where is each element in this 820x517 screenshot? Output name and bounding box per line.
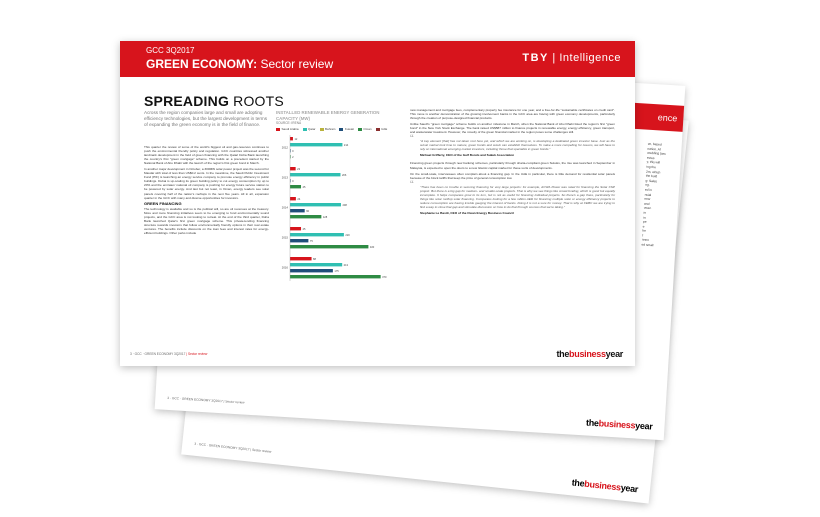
back-page-text-line: e bbox=[642, 224, 645, 229]
back-page-text-line: wedding (sec bbox=[647, 150, 667, 157]
legend-label: Saudi Arabia bbox=[281, 127, 299, 131]
bar bbox=[290, 137, 293, 140]
pull-quote-1: “ "A key element [that] has not taken root here yet, and which we are working on, is developing a dedicated green investor base. Just as the sukuk market took time to mature, green bonds and sukuk can establish themselves. To make a more compelling for issuers, we will have to rely on international emerging market investors, including those that specialize in green bonds." Michael Grifferty, CEO of the Gulf Bonds and Sukuk Association bbox=[410, 133, 615, 158]
bar-value-label: 220 bbox=[345, 233, 350, 237]
page-footer: 3 · GCC · GREEN ECONOMY 3Q2017 | Sector review bbox=[130, 352, 208, 356]
chart-source: SOURCE: IRENA bbox=[276, 121, 302, 125]
bar-value-label: 175 bbox=[334, 269, 339, 273]
bar-value-label: 88 bbox=[313, 257, 316, 261]
legend-label: Qatar bbox=[308, 127, 316, 131]
bar-value-label: 208 bbox=[342, 203, 347, 207]
back-page-text-line: pe bbox=[642, 219, 647, 224]
back-page-text-line: ed in bbox=[644, 187, 652, 192]
back-page-text-line: 2m, which bbox=[645, 169, 661, 175]
back-page-text-line: ower. bbox=[643, 205, 652, 211]
category-tick-label: 2014 bbox=[281, 205, 288, 210]
back-page-text-line: he bbox=[642, 228, 647, 234]
header-title: GREEN ECONOMY: Sector review bbox=[146, 57, 334, 71]
article-body bbox=[144, 145, 269, 237]
bar bbox=[290, 203, 341, 206]
bar bbox=[290, 233, 344, 236]
bar bbox=[290, 173, 340, 176]
bar-value-label: 60 bbox=[306, 209, 310, 213]
back-page-text-line: ncial bbox=[644, 192, 652, 197]
header-bar bbox=[120, 41, 635, 77]
legend-label: Oman bbox=[363, 127, 372, 131]
bar-value-label: 12 bbox=[294, 137, 298, 141]
legend-label: Bahrain bbox=[325, 127, 336, 131]
bar-value-label: 45 bbox=[302, 227, 306, 231]
article-column-3 bbox=[410, 108, 615, 219]
back-page-2-footer: 3 · GCC · GREEN ECONOMY 3Q2017 | Sector review bbox=[194, 441, 272, 454]
legend-item bbox=[358, 127, 372, 131]
body-paragraph: new management and mortgage fees, complementary property fee insurance for one year, and a free-for-life "sustainable certificates on credit card". This move is another demonstration of the growing involvement banks in the GCC area are having with green economy developments, particularly through the creation of purpose-designed financial products. bbox=[410, 108, 615, 121]
back-page-text-line: in bbox=[643, 215, 646, 220]
bar-value-label: 75 bbox=[309, 239, 313, 243]
legend-item bbox=[339, 127, 354, 131]
bar-value-label: 2 bbox=[292, 155, 294, 159]
bar-value-label: 24 bbox=[297, 197, 301, 201]
legend-swatch bbox=[376, 128, 380, 131]
bar-value-label: 0 bbox=[292, 149, 294, 153]
back-page-text-line: new bbox=[644, 196, 651, 202]
back-page-text-line: nation. Af bbox=[647, 146, 661, 152]
back-page-1-footer: 3 · GCC · GREEN ECONOMY 3Q2017 | Sector review bbox=[167, 395, 245, 405]
bar bbox=[290, 275, 381, 278]
back-page-text-line: in bbox=[643, 210, 647, 215]
bar bbox=[290, 209, 305, 212]
header-subtitle: GCC 3Q2017 bbox=[146, 46, 195, 55]
bar bbox=[290, 239, 308, 242]
bar-value-label: 23 bbox=[297, 167, 301, 171]
legend-swatch bbox=[320, 128, 324, 131]
legend-item bbox=[276, 127, 299, 131]
bar-value-label: 206 bbox=[341, 173, 347, 177]
back-page-red-tab: ence bbox=[617, 102, 684, 132]
bar-value-label: 213 bbox=[343, 263, 349, 267]
back-page-text-line: ectes bbox=[646, 155, 655, 160]
legend-swatch bbox=[276, 128, 280, 131]
bar bbox=[290, 143, 342, 146]
legend-item bbox=[303, 127, 316, 131]
bar-chart bbox=[276, 135, 404, 335]
back-page-edge-text bbox=[641, 142, 677, 249]
legend-swatch bbox=[339, 128, 343, 131]
bar bbox=[290, 263, 342, 266]
bar bbox=[290, 197, 296, 200]
bar-value-label: 370 bbox=[382, 275, 387, 279]
legend-swatch bbox=[358, 128, 362, 131]
bar-value-label: 45 bbox=[302, 185, 306, 189]
back-page-text-line: f bbox=[642, 233, 644, 238]
category-tick-label: 2013 bbox=[281, 175, 288, 180]
bar bbox=[290, 185, 301, 188]
quote-mark-icon: “ bbox=[410, 133, 414, 146]
legend-label: UAE bbox=[381, 127, 388, 131]
body-paragraph: This quarter the review of some of the world's biggest oil and gas-reserves continues to push the environmental friendly policy and regulation. GCC countries witnessed another landmark development in the field of green financing with the Qatari Doha Bank launching the country's first "green mortgage" scheme. This builds on a precedent started by the National Bank of Abu Dhabi with the launch of the region's first green bond in March. bbox=[144, 145, 269, 166]
back-page-text-line: ed small bbox=[641, 242, 654, 248]
bar bbox=[290, 257, 312, 260]
back-page-text-line: ing the bbox=[646, 164, 657, 170]
bar bbox=[290, 167, 296, 170]
body-paragraph: In another major development in October, a 300MW solar power project was the second for Masdar with total of less than US$0.2 cents. In the meantime, the Saudi Public Investment Fund (PIF) is launching an energy service company to promote energy efficiency in public buildings. Dubai is up-scaling its green building policy to cut energy consumption by up to 20% and the emirates' national oil company is pushing for energy future service station to be powered by solar energy. And last but not least, in Oman, energy leaders see solar panels covering half of the nation's rooftops in the next five years. All in all, expansion quarter in the GCC with many and diverse opportunities for investors. bbox=[144, 167, 269, 200]
legend-swatch bbox=[303, 128, 307, 131]
back-page-text-line: ce, based bbox=[647, 141, 662, 147]
thebusinessyear-logo: thebusinessyear bbox=[556, 349, 623, 359]
body-paragraph: The technology is available and so is the political will, so are oil revenues at the treasury. More and more financing initiatives seem to be emerging to fund environmentally sound projects, and the GCC area is not looking to retreat. At the end of the third quarter, Doha Bank launched Qatar's first green mortgage scheme. This private-lending financing structure rewards investors that follow environmentally friendly options in their real estate ventures. The benefits include discounts on the loan fees and interest rates for energy-efficient buildings. Other perks include bbox=[144, 206, 269, 235]
bar bbox=[290, 215, 321, 218]
section-heading: GREEN FINANCING bbox=[144, 200, 182, 206]
quote-mark-icon: “ bbox=[410, 178, 414, 191]
category-tick-label: 2015 bbox=[281, 235, 288, 240]
chart-title: INSTALLED RENEWABLE ENERGY GENERATION CAPACITY (MW) bbox=[276, 110, 380, 121]
back-page-text-line: the bold bbox=[645, 173, 658, 179]
article-title: SPREADING ROOTS bbox=[144, 93, 284, 109]
article-intro: Across the region companies large and small are adopting efficiency technologies, but the largest development in terms of expanding the green economy is in the field of finance. bbox=[144, 110, 267, 128]
back-page-text-line: y, this will bbox=[646, 160, 661, 165]
body-paragraph: Financing green projects through new banking schemes, particularly through sharia-compliant green Sukuks, the rise was launched in September in Malaysia, is expected to open the doors to a new Islamic capital market for these sorts of developments. bbox=[410, 161, 615, 170]
back-page-1-brand: thebusinessyear bbox=[585, 417, 653, 432]
back-page-text-line: ng. bbox=[645, 182, 650, 188]
bar bbox=[290, 269, 333, 272]
front-page bbox=[120, 41, 635, 366]
bar-value-label: 320 bbox=[369, 245, 375, 249]
back-page-2-brand: thebusinessyear bbox=[571, 477, 639, 495]
body-paragraph: On the small-scale, interviewees often complain about a financing gap. In the UAE in particular, there is little demand for residential solar panels because of the block tariffs that keep the price of general consumption low. bbox=[410, 171, 615, 180]
pull-quote-2: “ "There has been no trouble in securing financing for very large projects: for example, ACWA Power was rated for financing the Solar CSP project. But there is a big gap for medium- and smaller-scale projects. That is why we see things like crowd-funding, which is good but equally incomplete. It helps companies grow to its turn, but is not as useful for financing individual projects. So there's a gap there, particularly for things like solar rooftop solar financing. Companies looking for a few million AED for financing multiple solar or energy efficiency projects to reduce consumption are having trouble gauging the interest of banks. Doing it is not a sure for money. That is why at CEBC we are trying to find a way to close that gap and stimulate discussion on how to do that through sources that we're taking." Stephanie Le Bastit, CEO of the Clean Energy Business Council bbox=[410, 178, 615, 215]
chart-legend bbox=[276, 127, 387, 131]
legend-item bbox=[376, 127, 388, 131]
legend-label: Kuwait bbox=[344, 127, 354, 131]
legend-item bbox=[320, 127, 336, 131]
back-page-text-line: and bbox=[643, 201, 650, 206]
bar bbox=[290, 245, 368, 248]
back-page-text-line: nnnn bbox=[641, 238, 650, 243]
category-tick-label: 2016 bbox=[281, 265, 288, 270]
body-paragraph: Unlike Saudi's "green mortgage" scheme builds on another milestone in March, when the National Bank of Abu Dhabi listed the region's first "green bond" in the New York Stock Exchange. The bank raised US$587 million to finance projects in renewable energy, energy efficiency, green transport, and waste/water treatment. However, the novelty of the green financial market in the region poses some challenges still. bbox=[410, 122, 615, 135]
bar-value-label: 128 bbox=[322, 215, 328, 219]
back-page-text-line: g: Sales bbox=[645, 178, 658, 184]
quote-source: Stephanie Le Bastit, CEO of the Clean Energy Business Council bbox=[420, 210, 514, 215]
tby-intelligence-logo: TBY | Intelligence bbox=[522, 52, 621, 64]
category-tick-label: 2012 bbox=[281, 145, 288, 150]
quote-source: Michael Grifferty, CEO of the Gulf Bonds and Sukuk Association bbox=[420, 153, 515, 158]
bar bbox=[290, 227, 301, 230]
bar-value-label: 0 bbox=[292, 179, 294, 183]
bar-value-label: 214 bbox=[343, 143, 349, 147]
